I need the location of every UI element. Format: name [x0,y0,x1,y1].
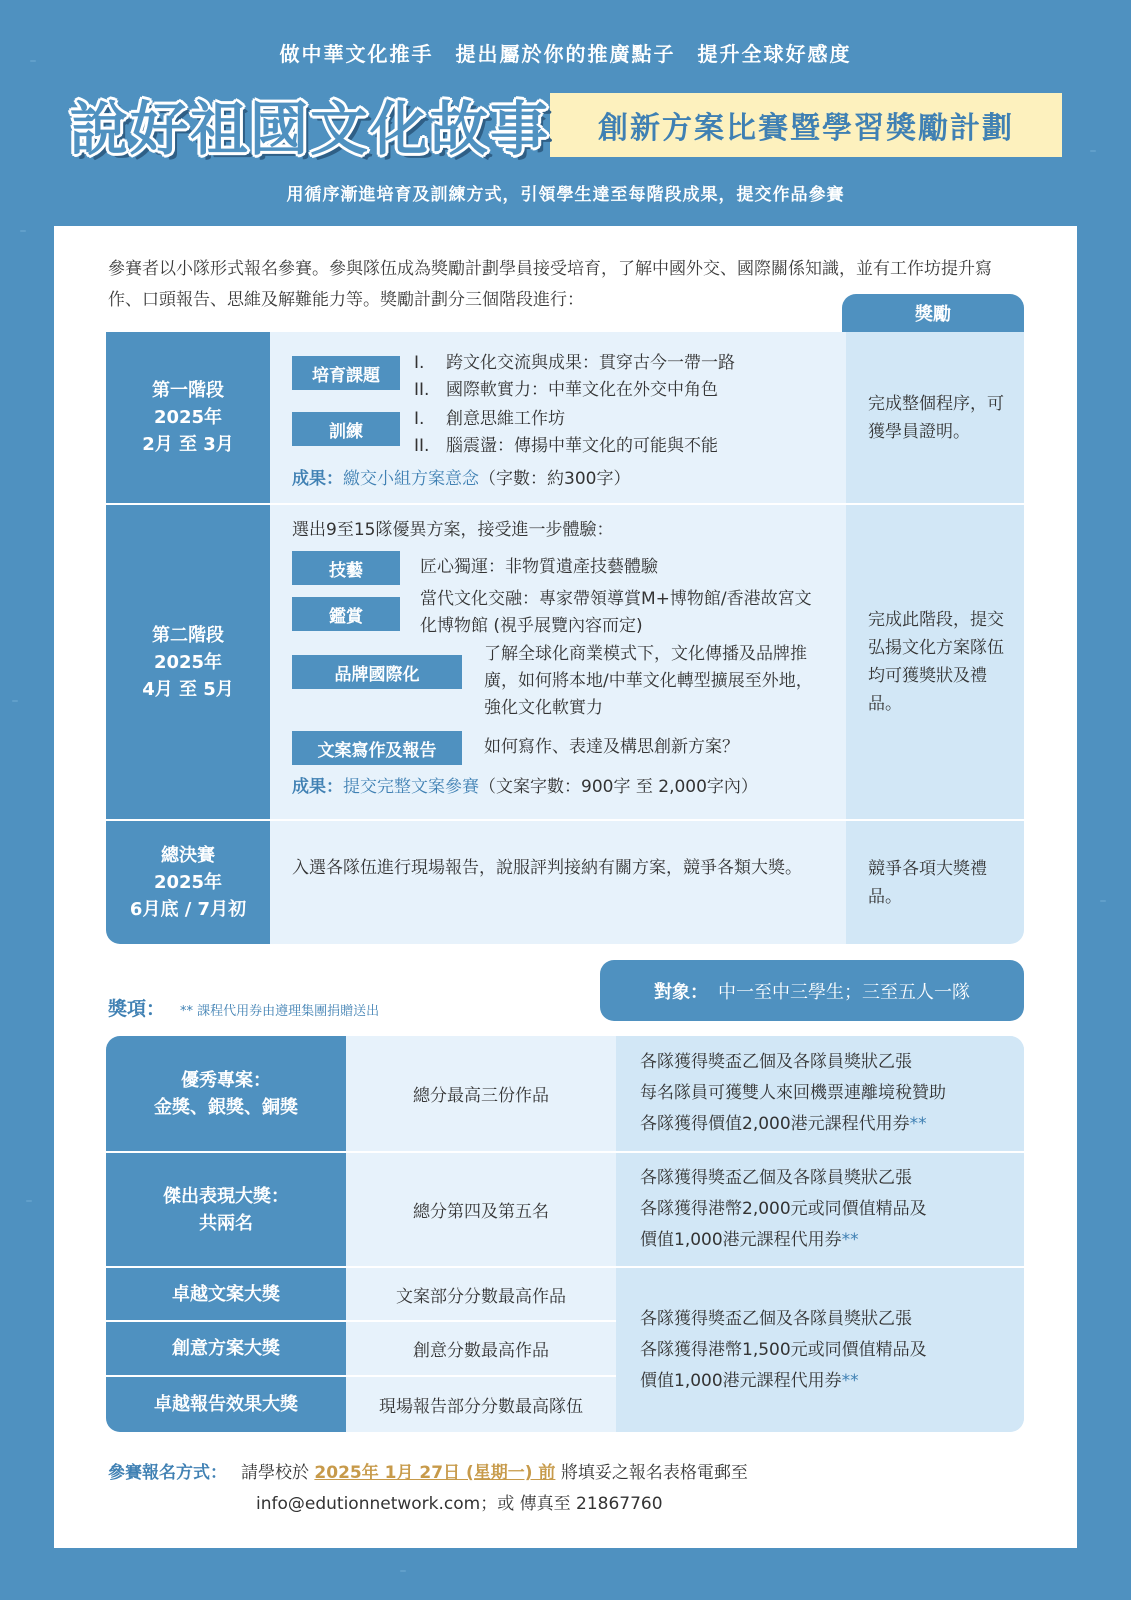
prize-line-text: 價值1,000港元課程代用券 [640,1370,842,1391]
stage2-appreciation-label: 鑑賞 [292,597,400,631]
stage3-reward: 競爭各項大獎禮品。 [846,821,1024,944]
reward-column-header: 獎勵 [842,294,1024,332]
stage2-reward: 完成此階段，提交弘揚文化方案隊伍均可獲獎狀及禮品。 [846,505,1024,819]
award-row1-name-line2: 金獎、銀獎、銅獎 [154,1096,298,1118]
stage1-training-label: 訓練 [292,412,400,446]
award-row2-name [106,1153,346,1266]
prize-line: 每名隊員可獲雙人來回機票連離境稅贊助 [640,1083,946,1103]
award-row1-name [106,1036,346,1151]
course-2: 國際軟實力：中華文化在外交中角色 [446,380,718,400]
prize-line [640,1225,1024,1256]
stage1-content [270,332,846,503]
stage2-writing: 如何寫作、表達及構思創新方案？ [484,737,739,757]
stage2-result [292,774,758,801]
prize-line: 各隊獲得獎盃乙個及各隊員獎狀乙張 [640,1308,912,1329]
award-row2-name-line1: 傑出表現大獎： [163,1185,289,1207]
stage2-content [270,505,846,819]
background-speck [26,1200,32,1202]
registration-info [108,1458,748,1520]
stage2-name: 第二階段 [152,624,224,646]
stage-table [106,332,1024,944]
stage2-year: 2025年 [153,651,223,673]
stage2-writing-label: 文案寫作及報告 [292,731,462,765]
stage1-reward: 完成整個程序，可獲學員證明。 [846,332,1024,503]
prize-line: 各隊獲得獎盃乙個及各隊員獎狀乙張 [640,1052,912,1072]
stage1-header [106,332,270,503]
stage3-name: 總決賽 [161,845,215,866]
registration-pre: 請學校於 [241,1463,309,1483]
background-speck [12,700,18,702]
training-2: 腦震盪：傳揚中華文化的可能與不能 [446,436,718,456]
registration-contact[interactable]: info@edutionnetwork.com；或 傳真至 21867760 [256,1494,663,1514]
stage1-period: 2月 至 3月 [142,434,234,455]
stage1-result [292,466,630,493]
award-row1-prize [616,1036,1024,1151]
stage2-craft-label: 技藝 [292,551,400,585]
footnote-marker: ** [841,1230,859,1250]
stage3-content [270,821,846,944]
stage1-course-label: 培育課題 [292,356,400,390]
target-label: 對象： [654,981,708,1003]
tagline: 做中華文化推手 提出屬於你的推廣點子 提升全球好感度 [279,42,852,66]
target-value: 中一至中三學生；三至五人一隊 [718,981,970,1003]
award-row2-prize [616,1153,1024,1266]
award-row3-name: 卓越文案大獎 [106,1268,346,1320]
stage2-result-label: 成果： [292,777,343,797]
background-speck [20,230,26,232]
registration-deadline: 2025年 1月 27日 (星期一) 前 [314,1463,556,1483]
stage2-header [106,505,270,819]
background-speck [400,1570,406,1572]
course-1-number: I. [414,353,425,373]
prize-line: 各隊獲得港幣1,500元或同價值精品及 [640,1339,927,1360]
stage1-result-main: 繳交小組方案意念 [343,469,479,489]
footnote-marker: ** [841,1370,859,1391]
stage3-desc: 入選各隊伍進行現場報告，說服評判接納有關方案，競爭各類大獎。 [292,858,802,878]
prize-line: 各隊獲得港幣2,000元或同價值精品及 [640,1199,927,1219]
stage2-result-note: （文案字數：900字 至 2,000字內） [479,777,758,797]
stage2-result-main: 提交完整文案參賽 [343,777,479,797]
stage2-craft: 匠心獨運：非物質遺產技藝體驗 [420,557,658,577]
award-row5-criteria: 現場報告部分分數最高隊伍 [346,1377,616,1432]
award-row1-name-line1: 優秀專案： [181,1069,271,1091]
stage2-brand-label: 品牌國際化 [292,655,462,689]
main-title: 說好祖國文化故事 [70,95,551,163]
course-2-number: II. [414,380,430,400]
course-1: 跨文化交流與成果：貫穿古今一帶一路 [446,353,735,373]
stage1-result-label: 成果： [292,469,343,489]
prize-line: 各隊獲得獎盃乙個及各隊員獎狀乙張 [640,1168,912,1188]
stage1-result-note: （字數：約300字） [479,469,631,489]
award-row1-criteria: 總分最高三份作品 [346,1036,616,1151]
intro-paragraph: 參賽者以小隊形式報名參賽。參與隊伍成為獎勵計劃學員接受培育，了解中國外交、國際關係知識，並有工作坊提升寫作、口頭報告、思維及解難能力等。獎勵計劃分三個階段進行： [108,259,992,310]
award-row4-criteria: 創意分數最高作品 [346,1322,616,1375]
prize-line-text: 各隊獲得價值2,000港元課程代用券 [640,1114,910,1134]
awards-note: ** 課程代用券由遵理集團捐贈送出 [180,1004,380,1019]
award-row5-name: 卓越報告效果大獎 [106,1377,346,1432]
award-row3-criteria: 文案部分分數最高作品 [346,1268,616,1320]
registration-post: 將填妥之報名表格電郵至 [560,1463,748,1483]
stage2-period: 4月 至 5月 [142,678,234,700]
subtitle: 創新方案比賽暨學習獎勵計劃 [598,111,1014,146]
prize-line-text: 價值1,000港元課程代用券 [640,1230,842,1250]
stage2-brand: 了解全球化商業模式下，文化傳播及品牌推廣，如何將本地/中華文化轉型擴展至外地，強化文化軟實力 [484,644,813,718]
registration-label: 參賽報名方式： [108,1463,227,1483]
prize-line [640,1366,1024,1397]
stage3-year: 2025年 [153,872,223,893]
award-shared-prize [616,1268,1024,1432]
prize-line [640,1109,1024,1140]
award-row4-name: 創意方案大獎 [106,1322,346,1375]
stage3-header [106,821,270,944]
stage3-period: 6月底 / 7月初 [129,899,247,920]
footnote-marker: ** [909,1114,927,1134]
award-row2-criteria: 總分第四及第五名 [346,1153,616,1266]
background-speck [1100,900,1106,902]
awards-label: 獎項： [108,998,166,1020]
training-2-number: II. [414,436,430,456]
stage1-year: 2025年 [153,407,223,428]
registration-line1 [108,1458,748,1489]
training-1-number: I. [414,409,425,429]
lead-text: 用循序漸進培育及訓練方式，引領學生達至每階段成果，提交作品參賽 [286,185,845,205]
background-speck [1090,150,1096,152]
stage1-name: 第一階段 [152,380,224,401]
award-row2-name-line2: 共兩名 [199,1212,253,1234]
training-1: 創意思維工作坊 [446,409,565,429]
stage2-appreciation: 當代文化交融：專家帶領導賞M+博物館/香港故宮文化博物館 (視乎展覽內容而定) [420,589,812,636]
target-audience-box [600,960,1024,1021]
stage2-intro: 選出9至15隊優異方案，接受進一步體驗： [292,520,614,540]
awards-table [106,1036,1024,1432]
